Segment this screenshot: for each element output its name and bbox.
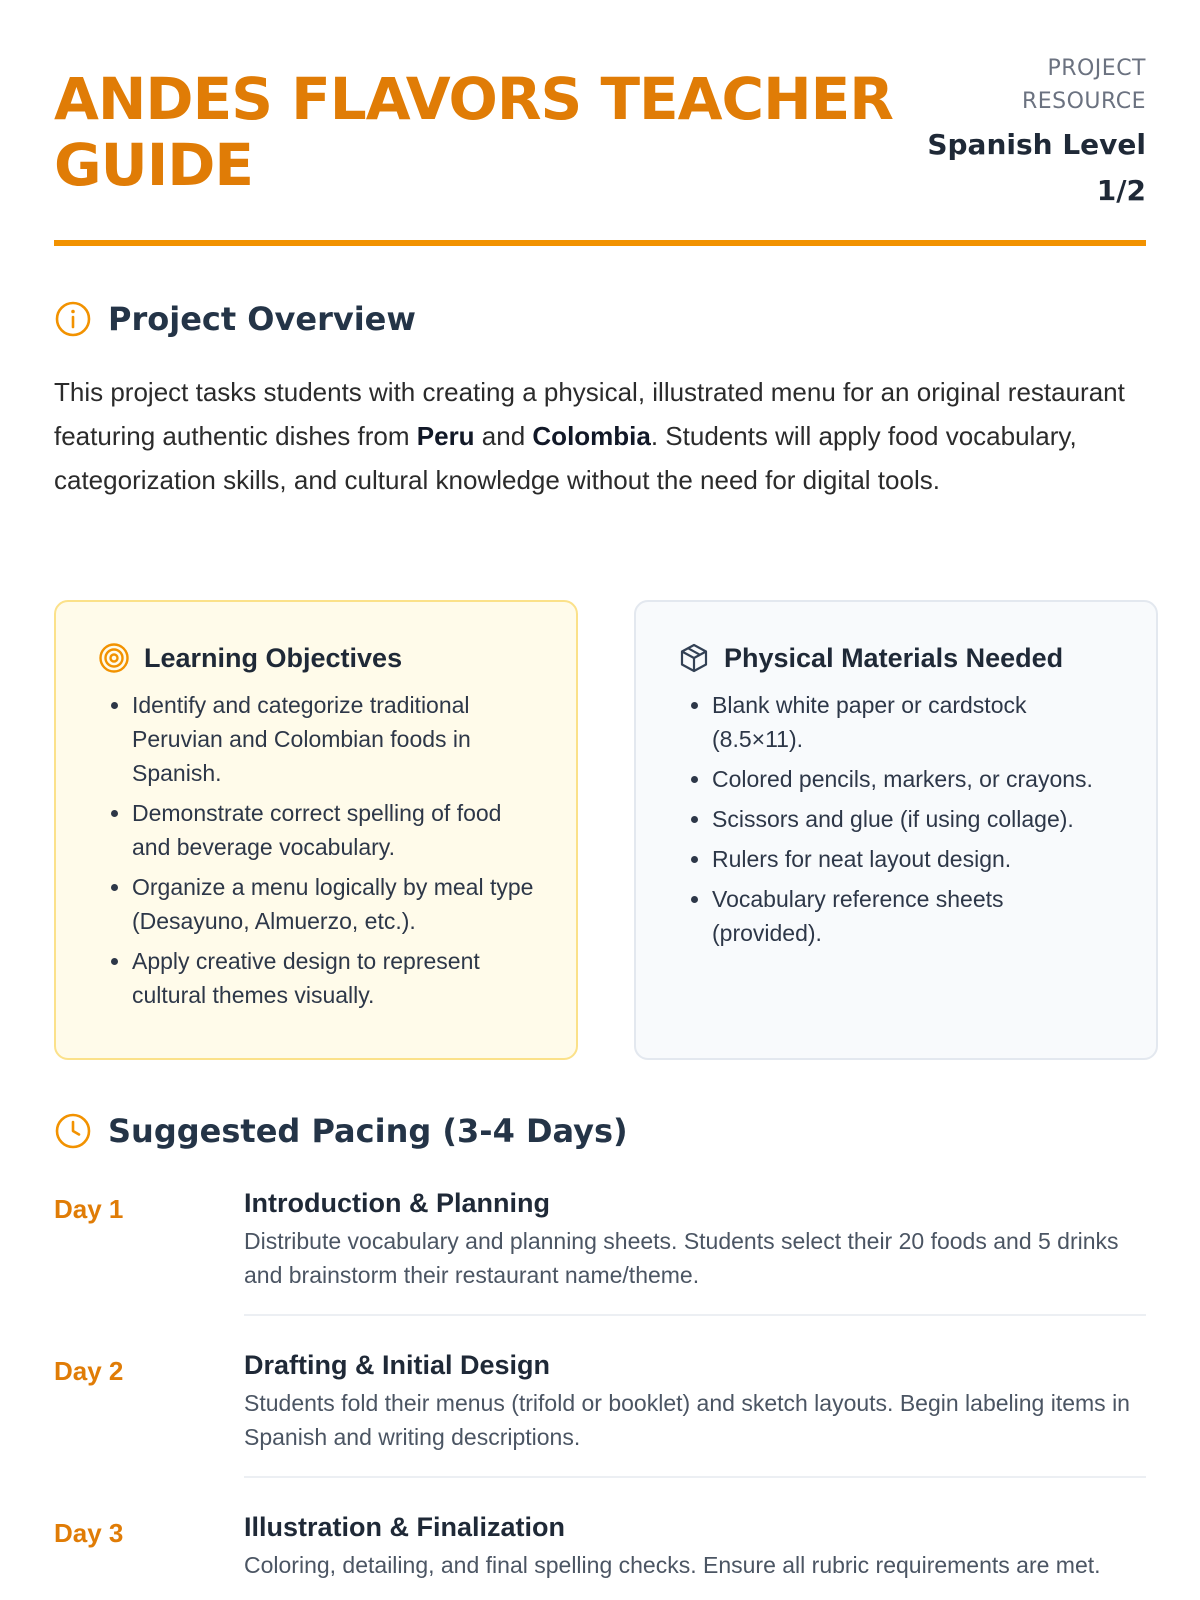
list-item: • Scissors and glue (if using collage).	[712, 802, 1116, 836]
day-label: Day 3	[54, 1518, 124, 1548]
day-title: Drafting & Initial Design	[244, 1350, 551, 1380]
materials-card-header	[678, 642, 1116, 674]
list-item: • Identify and categorize traditional Peruvian and Colombian foods in Spanish.	[132, 688, 536, 790]
overview-paragraph	[54, 370, 1146, 502]
pacing-heading	[54, 1112, 628, 1150]
overview-text-start: This project tasks students with creating a physical, illustrated menu for an original restaurant featuring authentic dishes from	[54, 377, 1125, 451]
resource-kicker: PROJECT RESOURCE	[1021, 56, 1146, 114]
objectives-list	[98, 688, 536, 1012]
materials-heading: Physical Materials Needed	[724, 642, 1064, 673]
day-label: Day 1	[54, 1194, 124, 1224]
list-item: • Colored pencils, markers, or crayons.	[712, 762, 1116, 796]
day-description: Students fold their menus (trifold or booklet) and sketch layouts. Begin labeling items in Spanish and writing descriptions.	[244, 1390, 1130, 1450]
day-description: Coloring, detailing, and final spelling checks. Ensure all rubric requirements are met.	[244, 1552, 1101, 1578]
pacing-divider	[244, 1476, 1146, 1478]
country-colombia: Colombia	[532, 421, 651, 451]
objectives-heading: Learning Objectives	[144, 642, 403, 673]
overview-heading	[54, 300, 416, 338]
level-label: Spanish Level 1/2	[927, 128, 1146, 207]
day-title: Illustration & Finalization	[244, 1512, 566, 1542]
learning-objectives-card	[54, 600, 578, 1060]
list-item: • Demonstrate correct spelling of food and beverage vocabulary.	[132, 796, 536, 864]
overview-heading-text: Project Overview	[108, 300, 416, 338]
list-item: • Apply creative design to represent cultural themes visually.	[132, 944, 536, 1012]
box-icon	[678, 642, 710, 674]
day-content	[244, 1510, 1146, 1582]
day-title: Introduction & Planning	[244, 1188, 550, 1218]
list-item: • Blank white paper or cardstock (8.5×11).	[712, 688, 1116, 756]
day-content	[244, 1186, 1146, 1292]
country-peru: Peru	[416, 421, 475, 451]
page-title: ANDES FLAVORS TEACHER GUIDE	[54, 65, 893, 199]
info-icon	[54, 300, 92, 338]
pacing-divider	[244, 1314, 1146, 1316]
day-content	[244, 1348, 1146, 1454]
clock-icon	[54, 1112, 92, 1150]
list-item: • Vocabulary reference sheets (provided).	[712, 882, 1116, 950]
materials-card	[634, 600, 1158, 1060]
list-item: • Organize a menu logically by meal type (Desayuno, Almuerzo, etc.).	[132, 870, 536, 938]
list-item: • Rulers for neat layout design.	[712, 842, 1116, 876]
pacing-heading-text: Suggested Pacing (3-4 Days)	[108, 1112, 628, 1150]
page-header	[54, 0, 1146, 246]
header-meta	[916, 52, 1146, 214]
materials-list	[678, 688, 1116, 950]
target-icon	[98, 642, 130, 674]
overview-text-end: . Students will apply food vocabulary, categorization skills, and cultural knowledge without the need for digital tools.	[54, 421, 1077, 495]
day-label: Day 2	[54, 1356, 124, 1386]
objectives-card-header	[98, 642, 536, 674]
overview-text-and: and	[474, 421, 533, 451]
day-description: Distribute vocabulary and planning sheets. Students select their 20 foods and 5 drinks and brainstorm their restaurant name/theme.	[244, 1228, 1119, 1288]
